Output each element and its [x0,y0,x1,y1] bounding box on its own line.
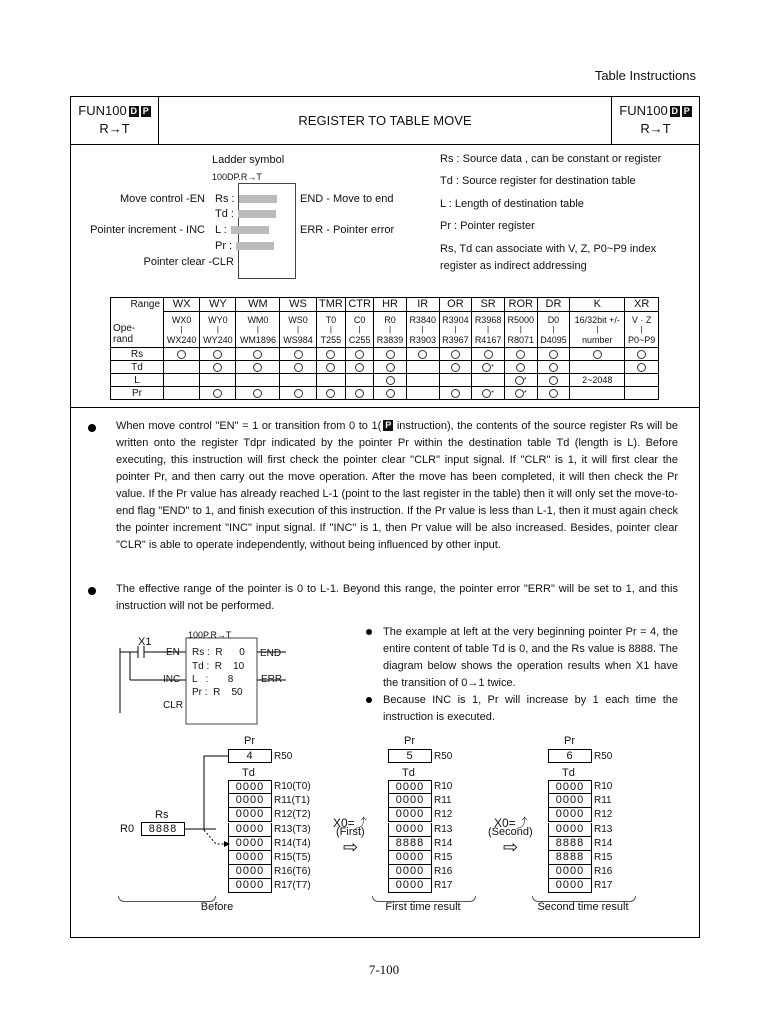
allowed-circle-icon [316,348,345,361]
allowed-circle-icon [537,361,570,374]
allowed-circle-icon [280,387,316,400]
table-cell: 0000 [548,808,592,822]
register-label: R16 [594,866,613,878]
title-row [71,97,699,145]
instruction-title: REGISTER TO TABLE MOVE [298,113,472,128]
def-index: Rs, Td can associate with V, Z, P0~P9 index register as indirect addressing [440,243,657,272]
table-cell: 0000 [228,865,272,879]
pr-label: Pr [564,735,575,747]
operand-row [111,374,659,387]
td-label: Td [242,767,255,779]
allowed-circle-icon [439,361,472,374]
allowed-circle-icon [164,348,200,361]
range-cell: R3840 | R3903 [406,312,439,348]
empty-cell [164,361,200,374]
table-cell: 0000 [388,879,432,893]
allowed-circle-icon [200,361,236,374]
register-label: R17(T7) [274,880,311,892]
rs-value: 8888 [141,822,185,836]
fun-code-right: FUN100 D P R→T [611,97,699,144]
range-cell: WS0 | WS984 [280,312,316,348]
allowed-circle-icon [200,387,236,400]
example-inc: INC [163,674,181,685]
table-cell: 0000 [548,823,592,837]
input-en: Move control -EN [120,193,205,205]
allowed-circle-icon [374,361,407,374]
section-divider [70,407,700,408]
operand-name: Rs [111,348,164,361]
allowed-circle-icon [280,361,316,374]
output-end: END - Move to end [300,193,394,205]
result-caption: Second time result [537,901,629,913]
data-flow-arrow [180,745,240,855]
allowed-circle-icon [200,348,236,361]
col-header-k: K [570,298,625,312]
td-label: Td [562,767,575,779]
register-label: R12 [594,809,613,821]
allowed-circle-icon [280,348,316,361]
col-header-dr: DR [537,298,570,312]
register-label: R16(T6) [274,866,311,878]
first-tag: (First) [336,826,365,838]
register-label: R13(T3) [274,823,311,835]
arrow-right-icon: ⇨ [503,837,519,857]
pr-label: Pr [404,735,415,747]
allowed-circle-icon [346,361,374,374]
register-label: R10 [594,781,613,792]
operand-range-table [110,297,659,400]
operand-name: Pr [111,387,164,400]
table-cell: 0000 [228,808,272,822]
operand-rs: Rs : [215,193,235,205]
pointer-range-paragraph: The effective range of the pointer is 0 to L-1. Beyond this range, the pointer error "ERR" will be set to 1, and this instruction will not be performed. [116,583,678,612]
register-label: R15 [594,852,613,863]
table-cell: 8888 [548,837,592,851]
allowed-circle-icon [625,361,659,374]
allowed-circle-icon: * [472,361,505,374]
td-label: Td [402,767,415,779]
output-err: ERR - Pointer error [300,224,395,236]
operand-l: L : [215,224,227,236]
table-cell: 8888 [388,837,432,851]
x1-label: X1 [138,636,152,648]
bullet-dot [88,587,96,595]
r0-label: R0 [120,823,135,835]
example-rs: Rs : R 0 [192,647,245,658]
result-caption: First time result [385,901,461,913]
l-slot [231,226,269,234]
pr-label: Pr [244,735,255,747]
pointer-value: 6 [548,749,592,763]
register-label: R14 [434,837,453,849]
col-header-ws: WS [280,298,316,312]
input-inc: Pointer increment - INC [90,224,205,236]
page-number: 7-100 [368,962,400,977]
rising-edge-icon: ⤴ [515,816,528,830]
table-cell: 0000 [388,794,432,808]
allowed-circle-icon [439,387,472,400]
example-l: L : 8 [192,674,234,685]
d-badge: D [671,106,678,116]
second-tag: (Second) [488,826,533,838]
operand-td: Td : [215,208,234,220]
allowed-circle-icon [236,348,280,361]
allowed-circle-icon [316,361,345,374]
operand-name: L [111,374,164,387]
pr-register: R50 [594,751,613,762]
x0-first: X0=⤴ [333,816,367,830]
empty-cell [280,374,316,387]
rising-edge-icon: ⤴ [354,816,367,830]
example-en: EN [166,647,180,658]
register-label: R13 [434,823,453,835]
operand-row [111,348,659,361]
table-cell: 0000 [228,851,272,865]
p-badge: P [142,106,149,116]
pointer-value: 5 [388,749,432,763]
table-corner: Range Ope-rand [111,298,164,348]
fun-code-left: FUN100 D P R→T [71,97,159,144]
range-cell: 16/32bit +/- | number [570,312,625,348]
col-header-wx: WX [164,298,200,312]
col-header-hr: HR [374,298,407,312]
allowed-circle-icon [346,348,374,361]
table-cell: 0000 [548,879,592,893]
td-slot [238,210,276,218]
col-header-tmr: TMR [316,298,345,312]
allowed-circle-icon [537,348,570,361]
table-cell: 0000 [228,879,272,893]
allowed-circle-icon: * [504,387,537,400]
def-rs: Rs : Source data , can be constant or register [440,153,662,165]
col-header-xr: XR [625,298,659,312]
example-note-2: Because INC is 1, Pr will increase by 1 each time the instruction is executed. [383,694,678,723]
table-cell: 0000 [388,851,432,865]
rs-label: Rs [155,809,169,821]
register-label: R17 [594,880,613,892]
description-paragraph: When move control "EN" = 1 or transition from 0 to 1( P instruction), the contents of the source register Rs will be written onto the register Tdpr indicated by the pointer Pr within the destination table Td (length is L). Before executing, this instruction will first check the pointer clear "CLR" input signal. If "CLR" is 1, it will first clear the pointer Pr, and then carry out the move operation. After the move has been completed, it will then check the Pr value. If the Pr value has already reached L-1 (point to the last register in the table) then it will only set the move-to-end flag "END" to 1, and finish execution of this instruction. If the Pr value is less than L-1, then it must again check the pointer increment "INC" input signal. If "INC" is 1, then Pr value will be also increased. Besides, pointer clear "CLR" is able to operate independently, without being influenced by other input. [116,420,679,551]
allowed-circle-icon [236,387,280,400]
register-label: R12(T2) [274,809,311,821]
empty-cell [439,374,472,387]
d-badge: D [130,106,137,116]
bullet-dot [366,629,372,635]
empty-cell [472,374,505,387]
allowed-circle-icon: * [472,387,505,400]
table-cell: 0000 [388,823,432,837]
register-label: R12 [434,809,453,821]
ladder-caption: Ladder symbol [212,154,285,166]
range-cell: T0 | T255 [316,312,345,348]
def-td: Td : Source register for destination table [440,175,636,187]
x0-second: X0=⤴ [494,816,528,830]
allowed-circle-icon [504,348,537,361]
empty-cell [406,387,439,400]
allowed-circle-icon [316,387,345,400]
allowed-circle-icon [504,361,537,374]
table-cell: 0000 [548,780,592,794]
register-label: R10(T0) [274,781,311,792]
register-label: R15 [434,852,453,863]
table-cell: 0000 [228,823,272,837]
empty-cell [625,374,659,387]
table-cell: 0000 [228,780,272,794]
range-cell: R3904 | R3967 [439,312,472,348]
pr-slot [236,242,274,250]
allowed-circle-icon [570,348,625,361]
range-cell: R3968 | R4167 [472,312,505,348]
range-cell: R5000 | R8071 [504,312,537,348]
allowed-circle-icon [374,374,407,387]
allowed-circle-icon [537,387,570,400]
p-badge: P [385,420,392,430]
allowed-circle-icon [374,387,407,400]
empty-cell [406,361,439,374]
range-cell: WM0 | WM1896 [236,312,280,348]
register-label: R10 [434,781,453,792]
allowed-circle-icon: * [504,374,537,387]
range-cell: WY0 | WY240 [200,312,236,348]
example-td: Td : R 10 [192,661,245,672]
empty-cell [316,374,345,387]
empty-cell [406,374,439,387]
empty-cell [200,374,236,387]
operand-pr: Pr : [215,240,233,252]
empty-cell [346,374,374,387]
range-value: 2~2048 [570,374,625,387]
section-title: Table Instructions [594,68,696,83]
pr-register: R50 [434,751,453,762]
register-label: R17 [434,880,453,892]
register-label: R11(T1) [274,795,310,807]
empty-cell [625,387,659,400]
example-end: END [260,648,282,659]
example-pr: Pr : R 50 [192,687,243,698]
range-cell: WX0 | WX240 [164,312,200,348]
register-label: R11 [594,795,612,807]
col-header-sr: SR [472,298,505,312]
example-err: ERR [261,674,283,685]
table-cell: 0000 [388,808,432,822]
empty-cell [570,361,625,374]
range-cell: C0 | C255 [346,312,374,348]
def-l: L : Length of destination table [440,198,584,210]
register-label: R14 [594,837,613,849]
allowed-circle-icon [374,348,407,361]
allowed-circle-icon [625,348,659,361]
example-name: 100P.R→T [188,630,232,640]
bullet-dot [88,424,96,432]
col-header-ctr: CTR [346,298,374,312]
example-note-1: The example at left at the very beginning pointer Pr = 4, the entire content of table Td is 0, and the Rs value is 8888. The diagram below shows the operation results when X1 have the transition of 0→1 twice. [383,626,678,689]
ladder-name: 100DP.R→T [212,172,262,182]
arrow-right-icon: ⇨ [343,837,359,857]
col-header-wy: WY [200,298,236,312]
result-caption: Before [200,901,234,913]
allowed-circle-icon [537,374,570,387]
operand-name: Td [111,361,164,374]
allowed-circle-icon [346,387,374,400]
col-header-or: OR [439,298,472,312]
empty-cell [164,387,200,400]
def-pr: Pr : Pointer register [440,220,535,232]
col-header-ir: IR [406,298,439,312]
register-label: R13 [594,823,613,835]
bullet-dot [366,697,372,703]
allowed-circle-icon [472,348,505,361]
p-badge: P [683,106,690,116]
register-label: R16 [434,866,453,878]
range-cell: V · Z | P0~P9 [625,312,659,348]
col-header-ror: ROR [504,298,537,312]
empty-cell [236,374,280,387]
empty-cell [570,387,625,400]
operand-row [111,387,659,400]
allowed-circle-icon [406,348,439,361]
table-cell: 8888 [548,851,592,865]
table-cell: 0000 [388,780,432,794]
table-cell: 0000 [228,794,272,808]
table-cell: 0000 [388,865,432,879]
register-label: R14(T4) [274,837,311,849]
col-header-wm: WM [236,298,280,312]
table-cell: 0000 [228,837,272,851]
register-label: R15(T5) [274,852,311,863]
operand-row [111,361,659,374]
register-label: R11 [434,795,452,807]
allowed-circle-icon [236,361,280,374]
table-cell: 0000 [548,865,592,879]
empty-cell [164,374,200,387]
table-cell: 0000 [548,794,592,808]
pr-register: R50 [274,751,293,762]
range-cell: D0 | D4095 [537,312,570,348]
input-clr: Pointer clear -CLR [143,256,234,268]
allowed-circle-icon [439,348,472,361]
range-cell: R0 | R3839 [374,312,407,348]
rs-slot [239,195,277,203]
pointer-value: 4 [228,749,272,763]
example-clr: CLR [163,700,184,711]
